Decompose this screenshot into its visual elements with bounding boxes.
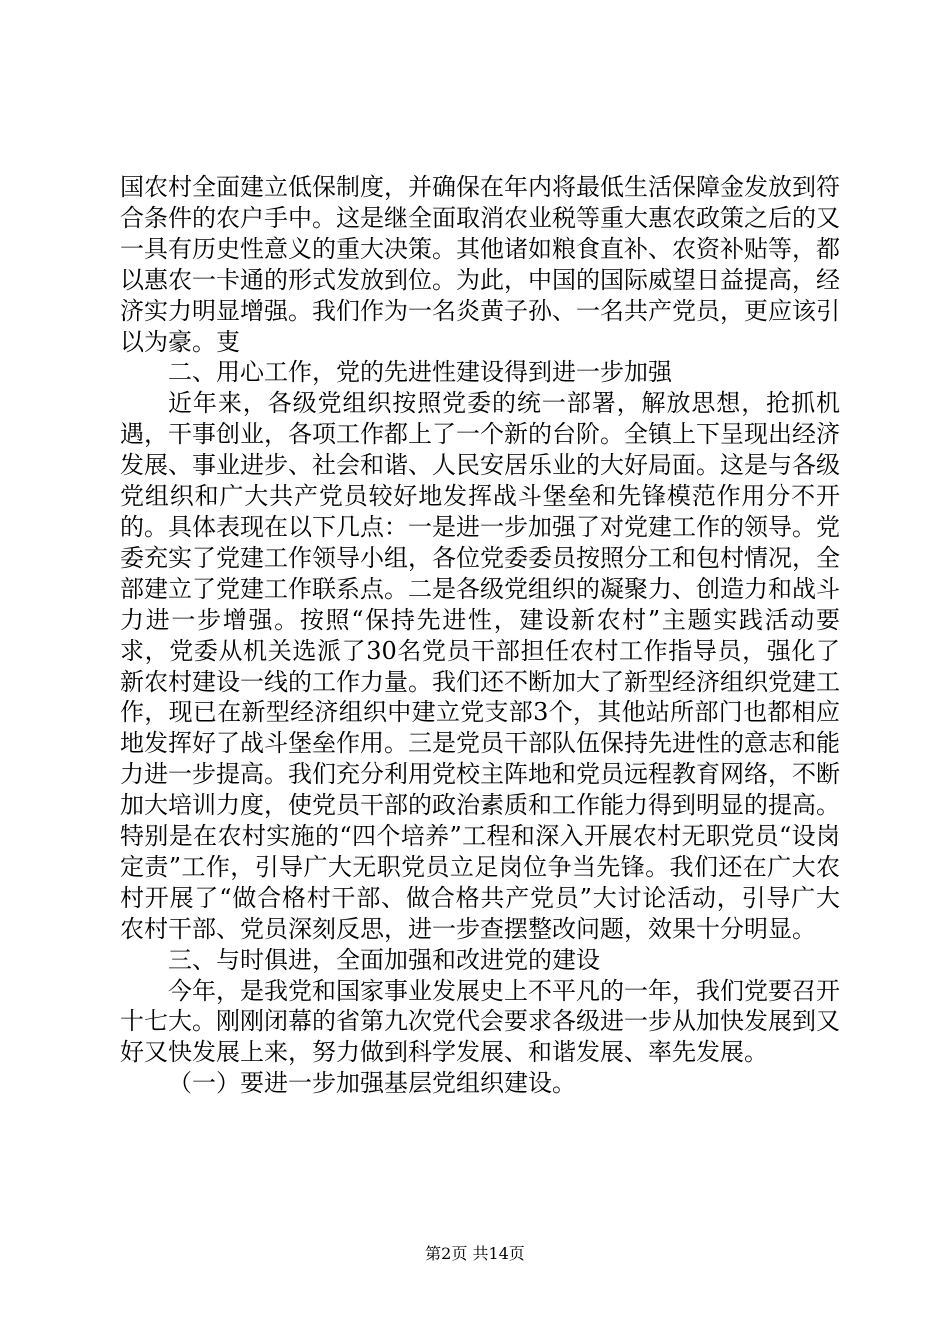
document-body [120, 172, 840, 1099]
paragraph-party-building: 近年来，各级党组织按照党委的统一部署，解放思想，抢抓机遇，干事创业，各项工作都上了一个新的台阶。全镇上下呈现出经济发展、事业进步、社会和谐、人民安居乐业的大好局面。这是与各级党组织和广大共产党员较好地发挥战斗堡垒和先锋模范作用分不开的。具体表现在以下几点：一是进一步加强了对党建工作的领导。党委充实了党建工作领导小组，各位党委委员按照分工和包村情况，全部建立了党建工作联系点。二是各级党组织的凝聚力、创造力和战斗力进一步增强。按照“保持先进性，建设新农村”主题实践活动要求，党委从机关选派了30名党员干部担任农村工作指导员，强化了新农村建设一线的工作力量。我们还不断加大了新型经济组织党建工作，现已在新型经济组织中建立党支部3个，其他站所部门也都相应地发挥好了战斗堡垒作用。三是党员干部队伍保持先进性的意志和能力进一步提高。我们充分利用党校主阵地和党员远程教育网络，不断加大培训力度，使党员干部的政治素质和工作能力得到明显的提高。特别是在农村实施的“四个培养”工程和深入开展农村无职党员“设岗定责”工作，引导广大无职党员立足岗位争当先锋。我们还在广大农村开展了“做合格村干部、做合格共产党员”大讨论活动，引导广大农村干部、党员深刻反思，进一步查摆整改问题，效果十分明显。 [120, 389, 840, 943]
section-heading-3: 三、与时俱进，全面加强和改进党的建设 [168, 945, 600, 974]
paragraph-this-year: 今年，是我党和国家事业发展史上不平凡的一年，我们党要召开十七大。刚刚闭幕的省第九次党代会要求各级进一步从加快发展到又好又快发展上来，努力做到科学发展、和谐发展、率先发展。 [120, 976, 840, 1067]
subsection-heading-1: （一）要进一步加强基层党组织建设。 [168, 1069, 576, 1098]
paragraph-continuation: 国农村全面建立低保制度，并确保在年内将最低生活保障金发放到符合条件的农户手中。这是继全面取消农业税等重大惠农政策之后的又一具有历史性意义的重大决策。其他诸如粮食直补、农资补贴等，都以惠农一卡通的形式发放到位。为此，中国的国际威望日益提高，经济实力明显增强。我们作为一名炎黄子孙、一名共产党员，更应该引以为豪。叓 [120, 173, 840, 356]
section-heading-2: 二、用心工作，党的先进性建设得到进一步加强 [168, 358, 672, 387]
page-footer: 第2页 共14页 [425, 1244, 525, 1263]
